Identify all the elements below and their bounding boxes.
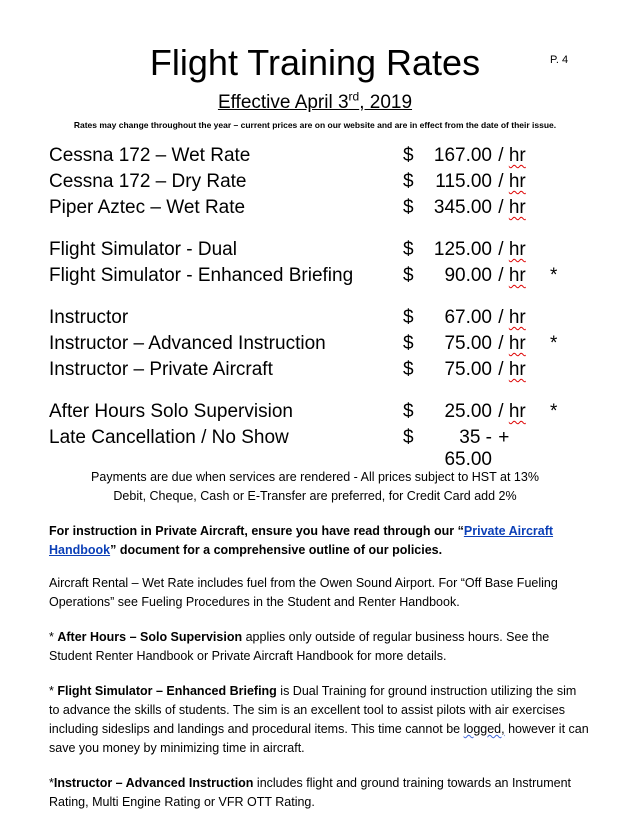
rate-label: Flight Simulator - Dual bbox=[49, 239, 237, 260]
rate-currency: $ bbox=[403, 401, 414, 422]
rate-row bbox=[0, 401, 630, 427]
rates-note: Rates may change throughout the year – current prices are on our website and are in effect from the date of their issue. bbox=[73, 120, 557, 130]
rate-unit-separator: / bbox=[493, 401, 509, 422]
rate-row bbox=[0, 307, 630, 333]
rate-unit bbox=[493, 401, 526, 423]
rate-footnote-star: * bbox=[550, 401, 558, 422]
payments-line-2: Debit, Cheque, Cash or E-Transfer are preferred, for Credit Card add 2% bbox=[113, 489, 517, 503]
sim-enhanced-text-1: is Dual Training for ground instruction utilizing the sim to advance the skills of students. The sim is an excellent tool to assist pilots with air exercises including sideslips and landings and procedural items. This time cannot be bbox=[49, 684, 577, 736]
instructor-advanced-note bbox=[49, 774, 589, 812]
effective-date-suffix: , 2019 bbox=[359, 92, 413, 114]
rate-unit-hr: hr bbox=[508, 359, 526, 380]
rate-label: Instructor – Private Aircraft bbox=[49, 359, 273, 380]
rate-unit-hr: hr bbox=[508, 265, 526, 286]
sim-enhanced-prefix: * bbox=[49, 684, 58, 698]
rate-unit-separator: + bbox=[493, 427, 510, 448]
rate-unit-hr: hr bbox=[508, 333, 526, 354]
rate-unit bbox=[493, 333, 526, 355]
private-aircraft-note bbox=[49, 522, 589, 560]
instructor-advanced-text: includes flight and ground training towards an Instrument Rating, Multi Engine Rating or VFR OTT Rating. bbox=[49, 776, 572, 809]
rate-label: Piper Aztec – Wet Rate bbox=[49, 197, 246, 218]
rate-unit-hr: hr bbox=[508, 307, 526, 328]
rate-currency: $ bbox=[403, 197, 414, 218]
rate-currency: $ bbox=[403, 359, 414, 380]
sim-enhanced-text-2: however it can save you money by minimizing time in aircraft. bbox=[49, 722, 589, 755]
rate-row bbox=[0, 265, 630, 291]
rate-currency: $ bbox=[403, 427, 414, 448]
payments-line-1: Payments are due when services are rendered - All prices subject to HST at 13% bbox=[91, 470, 539, 484]
rate-unit-separator: / bbox=[493, 145, 509, 166]
rate-unit-hr: hr bbox=[508, 401, 526, 422]
instructor-advanced-bold: Instructor – Advanced Instruction bbox=[53, 776, 254, 790]
rate-unit bbox=[493, 307, 526, 329]
rate-row bbox=[0, 333, 630, 359]
rate-unit bbox=[493, 171, 526, 193]
rate-unit-separator: / bbox=[493, 359, 509, 380]
page-title: Flight Training Rates bbox=[149, 42, 481, 83]
rate-unit bbox=[493, 265, 526, 287]
rate-unit bbox=[493, 197, 526, 219]
rate-amount: 67.00 bbox=[444, 307, 492, 328]
rate-unit-separator: / bbox=[493, 197, 509, 218]
rate-currency: $ bbox=[403, 171, 414, 192]
rate-label: Cessna 172 – Wet Rate bbox=[49, 145, 251, 166]
rate-unit-hr: hr bbox=[508, 197, 526, 218]
rate-amount: 90.00 bbox=[444, 265, 492, 286]
rate-amount: 35 - 65.00 bbox=[444, 427, 492, 470]
rate-label: Instructor – Advanced Instruction bbox=[49, 333, 326, 354]
effective-date-prefix: Effective April 3 bbox=[217, 92, 349, 114]
rate-row bbox=[0, 427, 630, 470]
rental-note: Aircraft Rental – Wet Rate includes fuel from the Owen Sound Airport. For “Off Base Fueling Operations” see Fueling Procedures in the Student and Renter Handbook. bbox=[49, 576, 558, 609]
rate-amount: 25.00 bbox=[444, 401, 492, 422]
rate-currency: $ bbox=[403, 239, 414, 260]
rate-unit-hr: hr bbox=[508, 171, 526, 192]
private-aircraft-text-after: ” document for a comprehensive outline of our policies. bbox=[110, 543, 443, 557]
rate-row bbox=[0, 197, 630, 223]
rate-label: Instructor bbox=[49, 307, 129, 328]
private-aircraft-text-before: For instruction in Private Aircraft, ensure you have read through our “ bbox=[49, 524, 464, 538]
rate-row bbox=[0, 145, 630, 171]
after-hours-note bbox=[49, 628, 589, 666]
private-aircraft-handbook-link[interactable]: Private Aircraft Handbook bbox=[49, 524, 554, 557]
rate-currency: $ bbox=[403, 333, 414, 354]
rate-unit bbox=[493, 427, 509, 449]
rate-unit-separator: / bbox=[493, 239, 509, 260]
rate-row bbox=[0, 239, 630, 265]
instructor-advanced-prefix: * bbox=[49, 776, 54, 790]
after-hours-prefix: * bbox=[49, 630, 58, 644]
rate-unit bbox=[493, 239, 526, 261]
rate-unit-separator: / bbox=[493, 265, 509, 286]
rate-label: After Hours Solo Supervision bbox=[49, 401, 293, 422]
rate-footnote-star: * bbox=[550, 265, 558, 286]
rate-unit bbox=[493, 145, 526, 167]
rate-currency: $ bbox=[403, 307, 414, 328]
rate-amount: 125.00 bbox=[433, 239, 492, 260]
rate-label: Late Cancellation / No Show bbox=[49, 427, 289, 448]
rate-amount: 75.00 bbox=[444, 359, 492, 380]
rate-amount: 115.00 bbox=[435, 171, 492, 192]
payments-info bbox=[0, 468, 630, 506]
rate-amount: 167.00 bbox=[433, 145, 492, 166]
rate-amount: 75.00 bbox=[444, 333, 492, 354]
sim-enhanced-bold: Flight Simulator – Enhanced Briefing bbox=[57, 684, 277, 698]
rate-unit-hr: hr bbox=[508, 239, 526, 260]
rate-unit-separator: / bbox=[493, 333, 509, 354]
effective-date-sup: rd bbox=[348, 90, 360, 104]
page-number: P. 4 bbox=[550, 54, 569, 66]
rate-row bbox=[0, 359, 630, 385]
rate-currency: $ bbox=[403, 265, 414, 286]
rate-currency: $ bbox=[403, 145, 414, 166]
effective-date bbox=[0, 90, 630, 114]
sim-enhanced-note bbox=[49, 682, 589, 758]
rate-unit-hr: hr bbox=[508, 145, 526, 166]
rate-row bbox=[0, 171, 630, 197]
rate-label: Flight Simulator - Enhanced Briefing bbox=[49, 265, 354, 286]
after-hours-text: applies only outside of regular business hours. See the Student Renter Handbook or Private Aircraft Handbook for more details. bbox=[49, 630, 550, 663]
rate-amount: 345.00 bbox=[433, 197, 492, 218]
rate-unit bbox=[493, 359, 526, 381]
rate-footnote-star: * bbox=[550, 333, 558, 354]
after-hours-bold: After Hours – Solo Supervision bbox=[57, 630, 243, 644]
rate-label: Cessna 172 – Dry Rate bbox=[49, 171, 247, 192]
rate-unit-separator: / bbox=[493, 307, 509, 328]
sim-enhanced-logged: logged, bbox=[463, 722, 505, 736]
rate-unit-separator: / bbox=[493, 171, 509, 192]
